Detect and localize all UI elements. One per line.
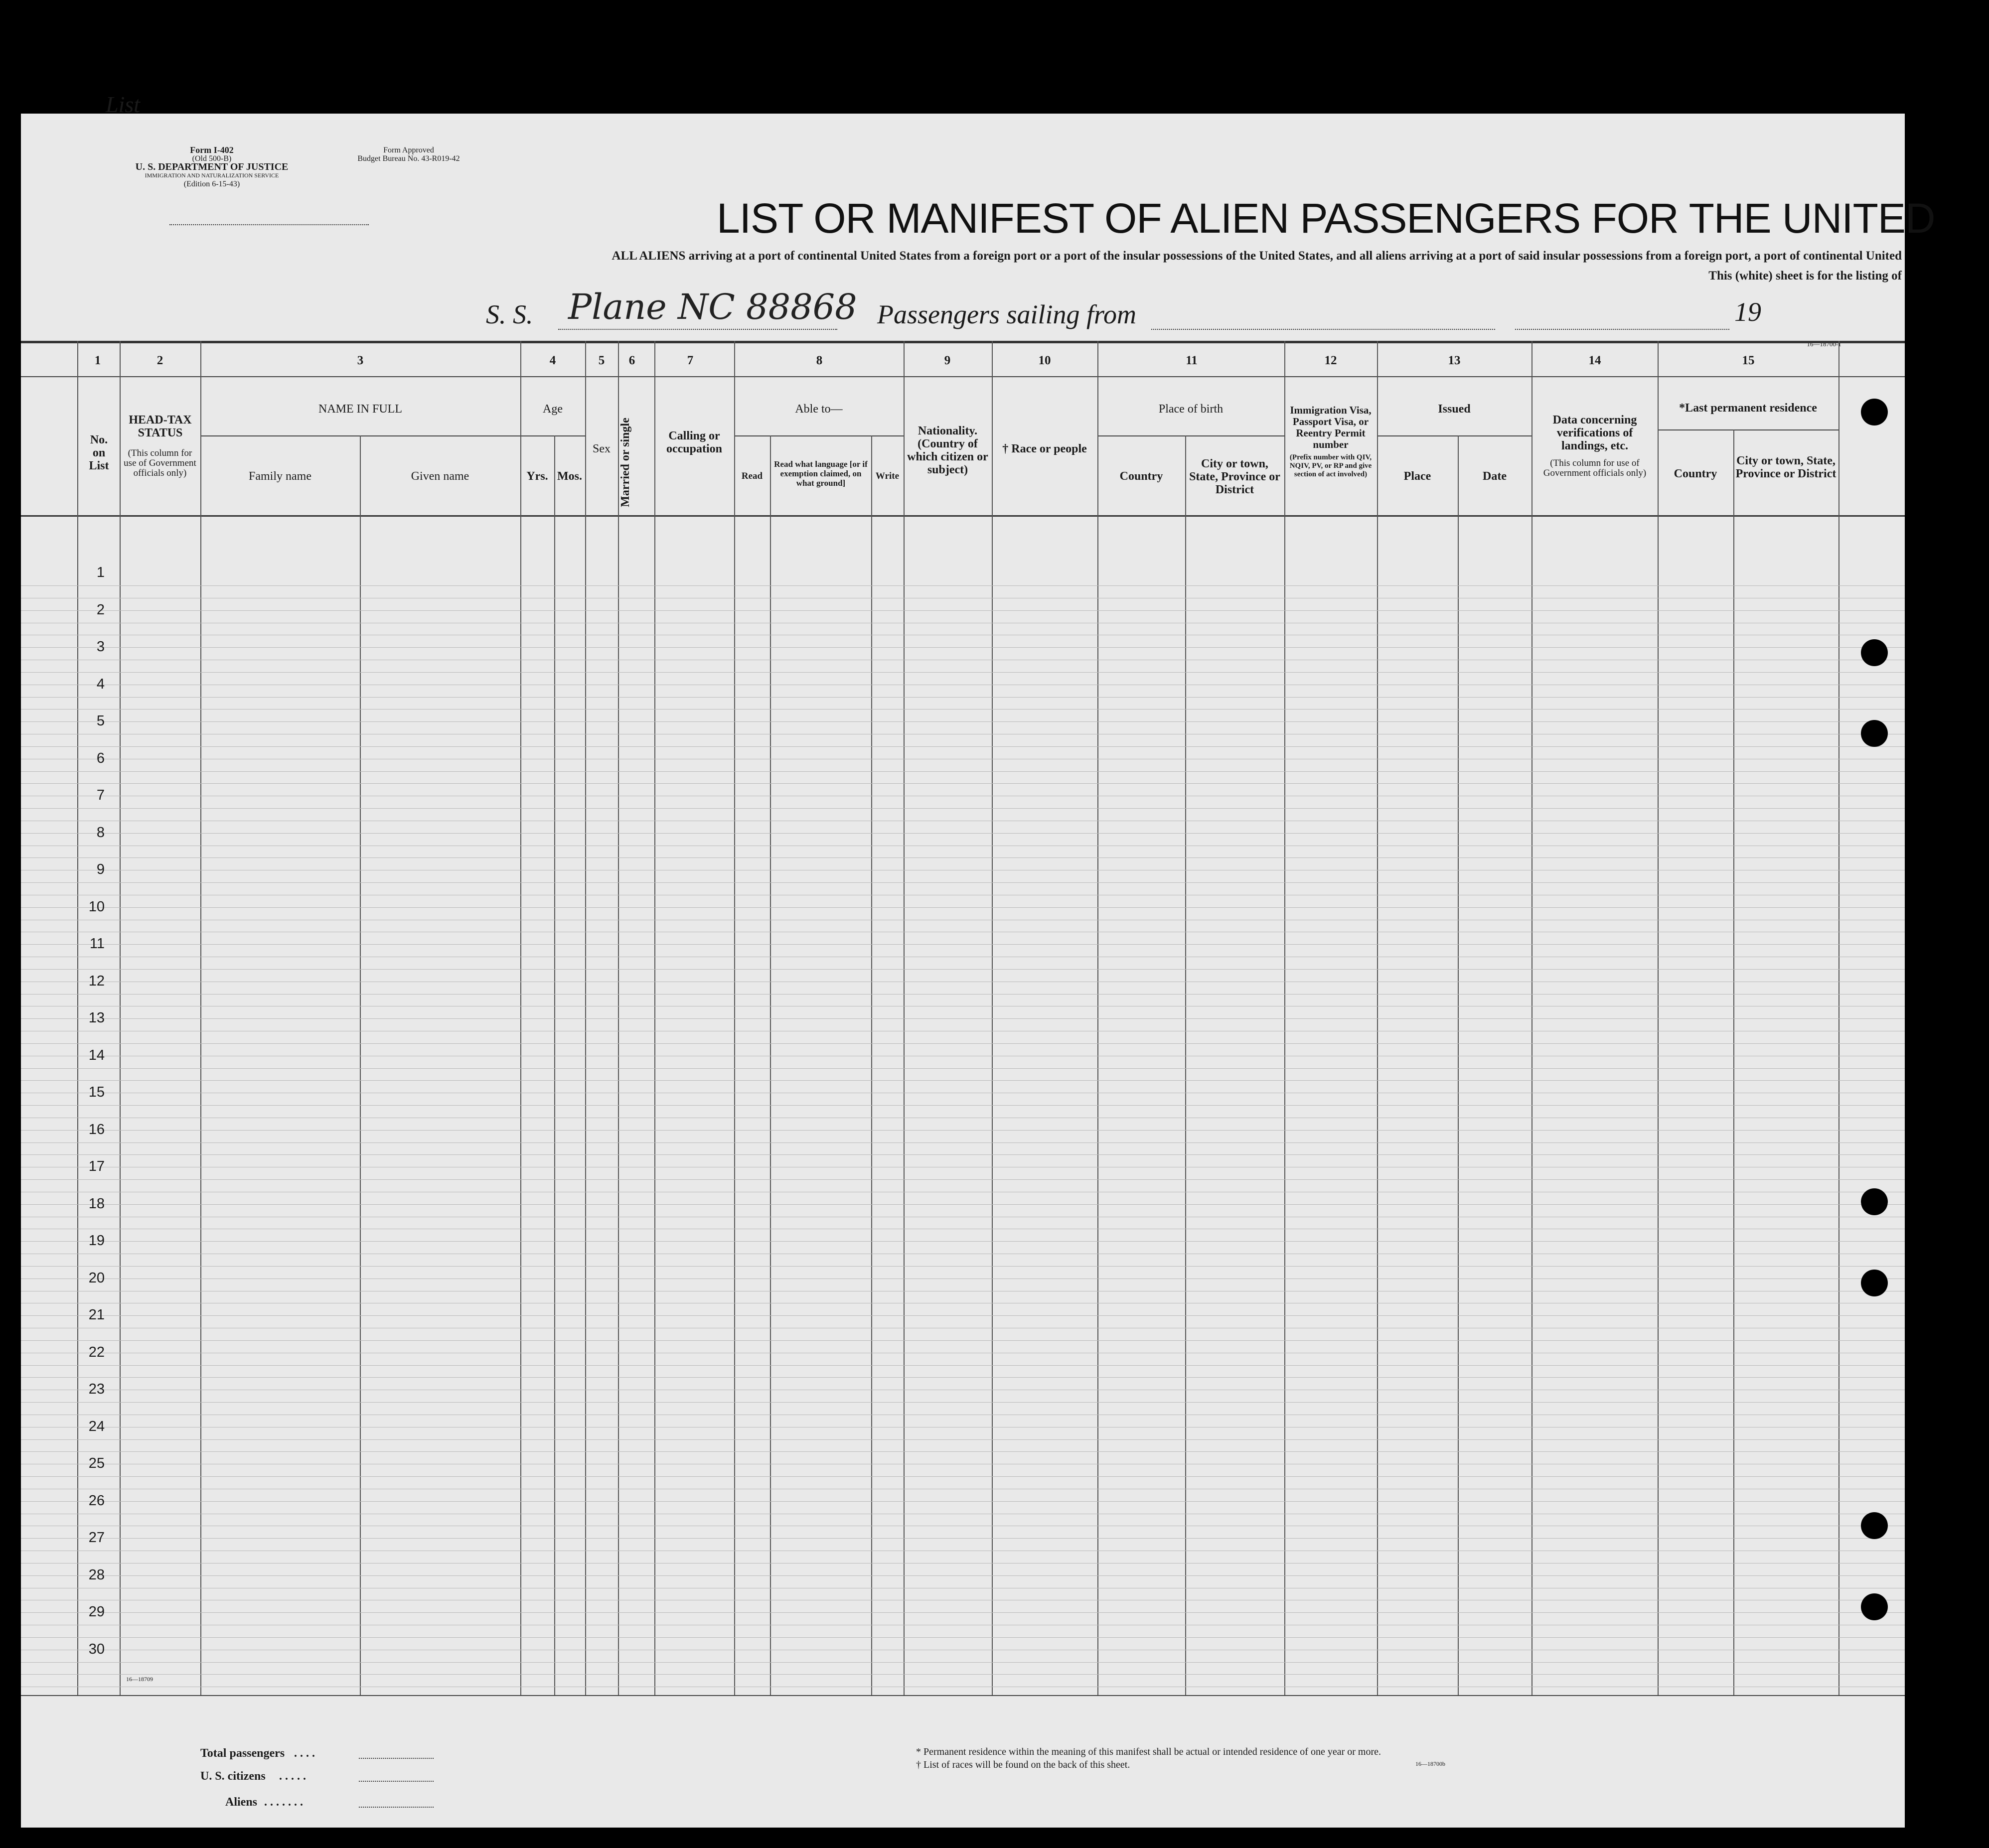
row-rule — [21, 1439, 1905, 1440]
row-rule — [21, 1402, 1905, 1403]
service: IMMIGRATION AND NATURALIZATION SERVICE — [145, 172, 279, 179]
form-number: Form I-402 — [190, 145, 234, 155]
colnum-4: 4 — [549, 354, 556, 367]
header-yrs: Yrs. — [526, 470, 548, 483]
row-rule — [21, 882, 1905, 883]
col-line — [734, 341, 735, 1695]
total-passengers-label: Total passengers — [200, 1747, 285, 1760]
manifest-sheet — [21, 114, 1905, 1828]
colnum-9: 9 — [944, 354, 951, 367]
dots: . . . . . . . — [264, 1796, 303, 1809]
instructions-line-2: This (white) sheet is for the listing of — [1708, 269, 1902, 283]
ss-handwritten-name: Plane NC 88868 — [568, 286, 857, 327]
col-line — [1838, 341, 1839, 1695]
row-rule — [21, 1130, 1905, 1131]
colnum-6: 6 — [628, 354, 635, 367]
colnum-11: 11 — [1186, 354, 1198, 367]
old-form-number: (Old 500-B) — [192, 154, 232, 163]
row-rule — [21, 1501, 1905, 1502]
row-number: 20 — [88, 1270, 105, 1286]
row-rule — [21, 1105, 1905, 1106]
aliens-line — [359, 1807, 434, 1808]
row-rule — [21, 1154, 1905, 1155]
row-rule — [21, 746, 1905, 747]
row-number: 11 — [89, 936, 105, 952]
department: U. S. DEPARTMENT OF JUSTICE — [135, 161, 289, 172]
row-rule — [21, 1637, 1905, 1638]
header-sex: Sex — [593, 442, 611, 455]
col-line — [200, 341, 201, 1695]
colnum-2: 2 — [156, 354, 163, 367]
birth-subrule — [1097, 435, 1284, 436]
row-number: 5 — [96, 713, 105, 729]
col-line — [992, 341, 993, 1695]
age-subrule — [520, 435, 585, 436]
row-rule — [21, 721, 1905, 722]
row-rule — [21, 783, 1905, 784]
colnum-12: 12 — [1324, 354, 1337, 367]
instructions-line-1: ALL ALIENS arriving at a port of continental United States from a foreign port or a port of the insular possessions of the United States, and all aliens arriving at a port of said insular possessions from a foreign port, a port of continental United — [612, 249, 1902, 263]
header-data-concerning: Data concerning verifications of landings, etc. — [1552, 414, 1637, 452]
colnum-8: 8 — [816, 354, 823, 367]
row-number: 1 — [96, 565, 105, 580]
issued-subrule — [1377, 435, 1531, 436]
list-number-line — [169, 224, 369, 225]
row-rule — [21, 1068, 1905, 1069]
col-line — [1458, 435, 1459, 1695]
row-rule — [21, 1365, 1905, 1366]
us-citizens-line — [359, 1781, 434, 1782]
colnum-7: 7 — [687, 354, 694, 367]
row-rule — [21, 647, 1905, 648]
footnote-races: † List of races will be found on the back of this sheet. — [916, 1759, 1130, 1770]
row-number: 3 — [96, 639, 105, 655]
col-line — [554, 435, 555, 1695]
edition: (Edition 6-15-43) — [183, 180, 240, 188]
row-rule — [21, 994, 1905, 995]
punch-hole — [1861, 720, 1888, 747]
header-head-tax: HEAD-TAX STATUS — [129, 414, 192, 439]
row-number: 30 — [88, 1641, 105, 1657]
year-prefix: 19 — [1734, 297, 1761, 327]
row-rule — [21, 1315, 1905, 1316]
header-visa: Immigration Visa, Passport Visa, or Reentry Permit number — [1290, 404, 1372, 450]
punch-hole — [1861, 1593, 1888, 1620]
row-number: 23 — [88, 1381, 105, 1397]
row-rule — [21, 857, 1905, 858]
row-number: 10 — [88, 898, 105, 915]
total-passengers-line — [359, 1758, 434, 1759]
colnum-14: 14 — [1588, 354, 1601, 367]
header-head-tax-note: (This column for use of Government officials only) — [124, 448, 196, 478]
row-number: 9 — [96, 861, 105, 877]
row-rule — [21, 1538, 1905, 1539]
col-line — [618, 341, 619, 1695]
sailing-from-line — [1151, 329, 1495, 330]
col-line — [1185, 435, 1186, 1695]
row-rule — [21, 697, 1905, 698]
row-number: 15 — [88, 1084, 105, 1100]
row-number: 16 — [88, 1121, 105, 1137]
punch-hole — [1861, 1512, 1888, 1539]
header-read: Read — [741, 471, 763, 481]
row-rule — [21, 1043, 1905, 1044]
row-rule — [21, 1377, 1905, 1378]
row-number: 18 — [88, 1195, 105, 1212]
header-calling: Calling or occupation — [666, 429, 722, 455]
row-number: 21 — [88, 1307, 105, 1323]
row-rule — [21, 709, 1905, 710]
dots: . . . . — [294, 1747, 315, 1760]
header-res-city: City or town, State, Province or District — [1735, 454, 1836, 480]
row-rule — [21, 1563, 1905, 1564]
footnote-residence: * Permanent residence within the meaning of this manifest shall be actual or intended residence of one year or more. — [916, 1746, 1381, 1757]
punch-hole — [1861, 639, 1888, 666]
header-family-name: Family name — [249, 470, 311, 483]
colnum-1: 1 — [94, 354, 101, 367]
dots: . . . . . — [279, 1770, 306, 1783]
col-line — [520, 341, 521, 1695]
header-res-country: Country — [1674, 467, 1717, 480]
header-nationality: Nationality. (Country of which citizen or subject) — [907, 425, 988, 476]
header-last-residence: *Last permanent residence — [1679, 402, 1817, 415]
header-race: † Race or people — [1002, 442, 1087, 455]
row-number: 6 — [96, 750, 105, 766]
row-number: 25 — [88, 1455, 105, 1471]
row-rule — [21, 672, 1905, 673]
colnum-5: 5 — [598, 354, 605, 367]
row-rule — [21, 771, 1905, 772]
row-rule — [21, 969, 1905, 970]
header-data-note: (This column for use of Government officials only) — [1543, 458, 1647, 478]
row-number: 28 — [88, 1566, 105, 1583]
row-number: 4 — [96, 676, 105, 692]
row-number: 17 — [88, 1158, 105, 1174]
col-line — [585, 341, 586, 1695]
header-issued-date: Date — [1483, 470, 1507, 483]
row-rule — [21, 833, 1905, 834]
print-code-note: 16—18700b — [1415, 1760, 1445, 1767]
approval-block — [329, 146, 488, 163]
us-citizens-label: U. S. citizens — [200, 1770, 266, 1783]
ss-label: S. S. — [486, 299, 533, 329]
row-number: 27 — [88, 1530, 105, 1546]
col-line — [1733, 429, 1734, 1695]
header-bottom-rule — [21, 515, 1905, 517]
row-number: 19 — [88, 1233, 105, 1249]
row-number: 24 — [88, 1418, 105, 1434]
row-rule — [21, 1575, 1905, 1576]
header-place-of-birth: Place of birth — [1158, 403, 1224, 416]
row-rule — [21, 1476, 1905, 1477]
row-number: 13 — [88, 1010, 105, 1026]
aliens-label: Aliens — [225, 1796, 258, 1809]
residence-subrule — [1658, 429, 1838, 430]
colnum-15: 15 — [1742, 354, 1755, 367]
budget-bureau: Budget Bureau No. 43-R019-42 — [357, 154, 460, 163]
list-label: List — [106, 92, 141, 117]
row-rule — [21, 1018, 1905, 1019]
colnum-10: 10 — [1038, 354, 1051, 367]
table-bottom-rule — [21, 1695, 1905, 1696]
row-rule — [21, 1142, 1905, 1143]
row-rule — [21, 944, 1905, 945]
col-line — [360, 435, 361, 1695]
row-rule — [21, 907, 1905, 908]
print-code-left: 16—18709 — [126, 1676, 153, 1683]
col-line — [1658, 341, 1659, 1695]
form-id-block — [117, 146, 306, 188]
table-top-rule — [21, 341, 1905, 343]
col-line — [1097, 341, 1098, 1695]
header-no-on-list: No. on List — [89, 433, 109, 472]
header-issued: Issued — [1438, 403, 1471, 416]
col-line — [770, 435, 771, 1695]
col-line — [904, 341, 905, 1695]
col-line — [654, 341, 655, 1695]
header-issued-place: Place — [1403, 470, 1431, 483]
row-number: 7 — [96, 787, 105, 803]
row-rule — [21, 610, 1905, 611]
colnum-rule — [21, 376, 1905, 377]
header-able-to: Able to— — [795, 403, 843, 416]
header-write: Write — [875, 471, 900, 481]
header-age: Age — [543, 403, 563, 416]
row-rule — [21, 808, 1905, 809]
header-given-name: Given name — [411, 470, 469, 483]
row-rule — [21, 1241, 1905, 1242]
page-title: LIST OR MANIFEST OF ALIEN PASSENGERS FOR THE UNITED — [717, 195, 1935, 242]
row-number: 14 — [88, 1047, 105, 1063]
row-number: 12 — [88, 973, 105, 989]
row-number: 29 — [88, 1604, 105, 1620]
row-number: 22 — [88, 1344, 105, 1360]
row-rule — [21, 1662, 1905, 1663]
header-birth-country: Country — [1119, 470, 1163, 483]
punch-hole — [1861, 1188, 1888, 1215]
ss-name-line — [558, 329, 837, 330]
punch-hole — [1861, 1270, 1888, 1296]
header-married: Married or single — [619, 418, 632, 507]
row-rule — [21, 1204, 1905, 1205]
form-approved: Form Approved — [383, 146, 434, 154]
colnum-13: 13 — [1448, 354, 1461, 367]
colnum-3: 3 — [357, 354, 364, 367]
col-line — [1377, 341, 1378, 1695]
col-line — [1531, 341, 1532, 1695]
header-read-language: Read what language [or if exemption claimed, on what ground] — [774, 459, 868, 488]
row-rule — [21, 1080, 1905, 1081]
row-rule — [21, 1266, 1905, 1267]
row-number: 26 — [88, 1492, 105, 1509]
print-code: 16—18700-1 — [1807, 340, 1841, 348]
sailing-from-label: Passengers sailing from — [877, 299, 1137, 329]
row-rule — [21, 1451, 1905, 1452]
date-line — [1515, 329, 1729, 330]
header-mos: Mos. — [557, 470, 582, 483]
col-line — [1284, 341, 1285, 1695]
row-number: 8 — [96, 824, 105, 841]
row-rule — [21, 1179, 1905, 1180]
header-name-in-full: NAME IN FULL — [318, 403, 402, 416]
header-birth-city: City or town, State, Province or District — [1189, 457, 1280, 496]
row-rule — [21, 1340, 1905, 1341]
row-rule — [21, 1674, 1905, 1675]
row-rule — [21, 585, 1905, 586]
able-subrule — [734, 435, 904, 436]
col-line — [871, 435, 872, 1695]
row-number: 2 — [96, 601, 105, 618]
col-line — [120, 341, 121, 1695]
header-visa-note: (Prefix number with QIV, NQIV, PV, or RP and give section of act involved) — [1289, 453, 1372, 478]
row-rule — [21, 1612, 1905, 1613]
punch-hole — [1861, 399, 1888, 426]
